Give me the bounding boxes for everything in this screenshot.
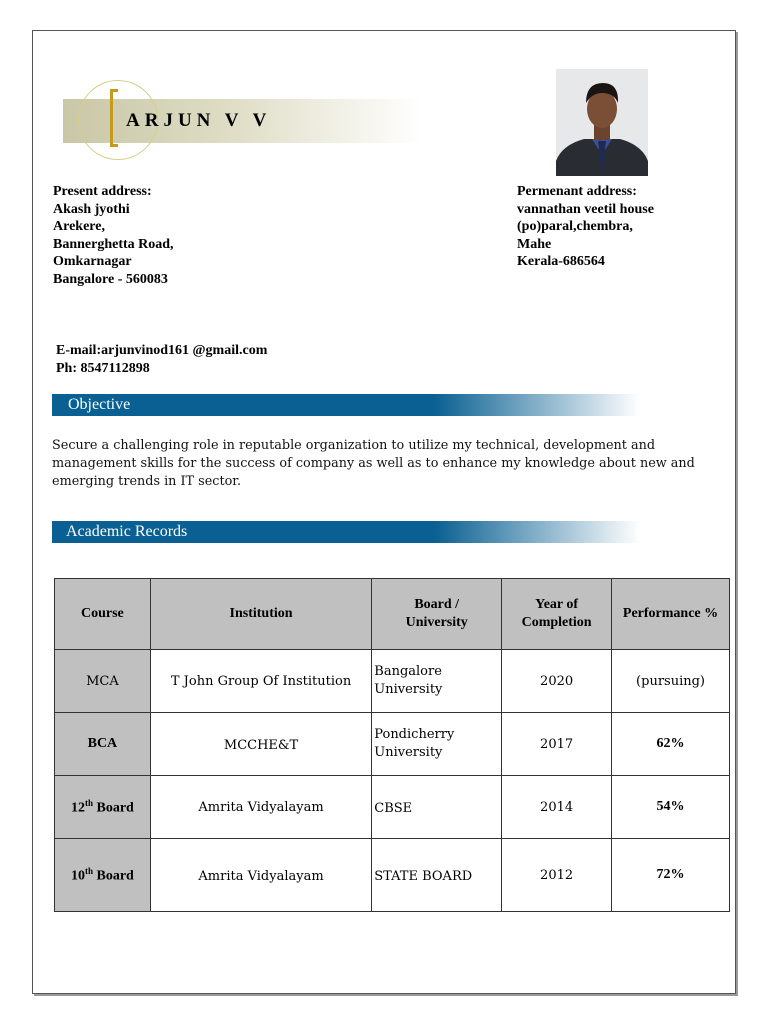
present-address-line: Arekere, <box>53 219 105 234</box>
permanent-address-line: (po)paral,chembra, <box>517 219 633 234</box>
table-row <box>55 776 730 839</box>
course-rest: Board <box>92 868 134 884</box>
present-address-line: Bangalore - 560083 <box>53 271 168 287</box>
table-row <box>55 713 730 776</box>
performance-cell: 72% <box>612 839 730 912</box>
table-header-row <box>55 579 730 650</box>
performance-cell: 54% <box>612 776 730 839</box>
column-header-institution: Institution <box>150 579 371 650</box>
board-cell: Bangalore University <box>372 650 502 713</box>
board-cell: CBSE <box>372 776 502 839</box>
institution-cell: MCCHE&T <box>150 713 371 776</box>
course-cell <box>55 776 151 839</box>
phone-text: Ph: 8547112898 <box>56 360 150 376</box>
year-cell: 2017 <box>502 713 612 776</box>
institution-cell: T John Group Of Institution <box>150 650 371 713</box>
contact-info <box>56 342 267 377</box>
present-address-line: Akash jyothi <box>53 201 130 217</box>
academic-heading: Academic Records <box>52 521 640 543</box>
institution-cell: Amrita Vidyalayam <box>150 839 371 912</box>
performance-cell: 62% <box>612 713 730 776</box>
present-address-label: Present address: <box>53 184 152 199</box>
table-row <box>55 650 730 713</box>
board-cell: Pondicherry University <box>372 713 502 776</box>
year-cell: 2020 <box>502 650 612 713</box>
column-header-performance: Performance % <box>612 579 730 650</box>
permanent-address-line: Kerala-686564 <box>517 254 605 269</box>
objective-heading: Objective <box>52 394 640 416</box>
course-suffix: th <box>84 865 93 876</box>
column-header-board: Board / University <box>372 579 502 650</box>
performance-cell: (pursuing) <box>612 650 730 713</box>
academic-table <box>54 578 730 912</box>
permanent-address-label: Permenant address: <box>517 184 637 199</box>
permanent-address <box>517 183 654 271</box>
course-number: 12 <box>70 800 85 816</box>
profile-photo <box>556 69 648 176</box>
course-cell: BCA <box>55 713 151 776</box>
objective-text: Secure a challenging role in reputable organization to utilize my technical, development and management skills for the success of company as well as to enhance my knowledge about new and emerging trends in IT sector. <box>52 438 695 489</box>
column-header-year: Year of Completion <box>502 579 612 650</box>
year-cell: 2012 <box>502 839 612 912</box>
board-cell: STATE BOARD <box>372 839 502 912</box>
permanent-address-line: Mahe <box>517 236 552 252</box>
column-header-course: Course <box>55 579 151 650</box>
candidate-name: ARJUN V V <box>126 110 272 131</box>
person-photo-icon <box>556 69 648 176</box>
email-text: E-mail:arjunvinod161 @gmail.com <box>56 343 268 358</box>
decorative-bracket <box>110 89 118 147</box>
permanent-address-line: vannathan veetil house <box>517 201 654 217</box>
table-row <box>55 839 730 912</box>
course-number: 10 <box>70 868 85 884</box>
present-address-line: Bannerghetta Road, <box>53 236 174 252</box>
present-address <box>53 183 174 288</box>
institution-cell: Amrita Vidyalayam <box>150 776 371 839</box>
course-cell: MCA <box>55 650 151 713</box>
course-suffix: th <box>84 797 93 808</box>
year-cell: 2014 <box>502 776 612 839</box>
course-cell <box>55 839 151 912</box>
present-address-line: Omkarnagar <box>53 254 132 269</box>
course-rest: Board <box>92 800 134 816</box>
